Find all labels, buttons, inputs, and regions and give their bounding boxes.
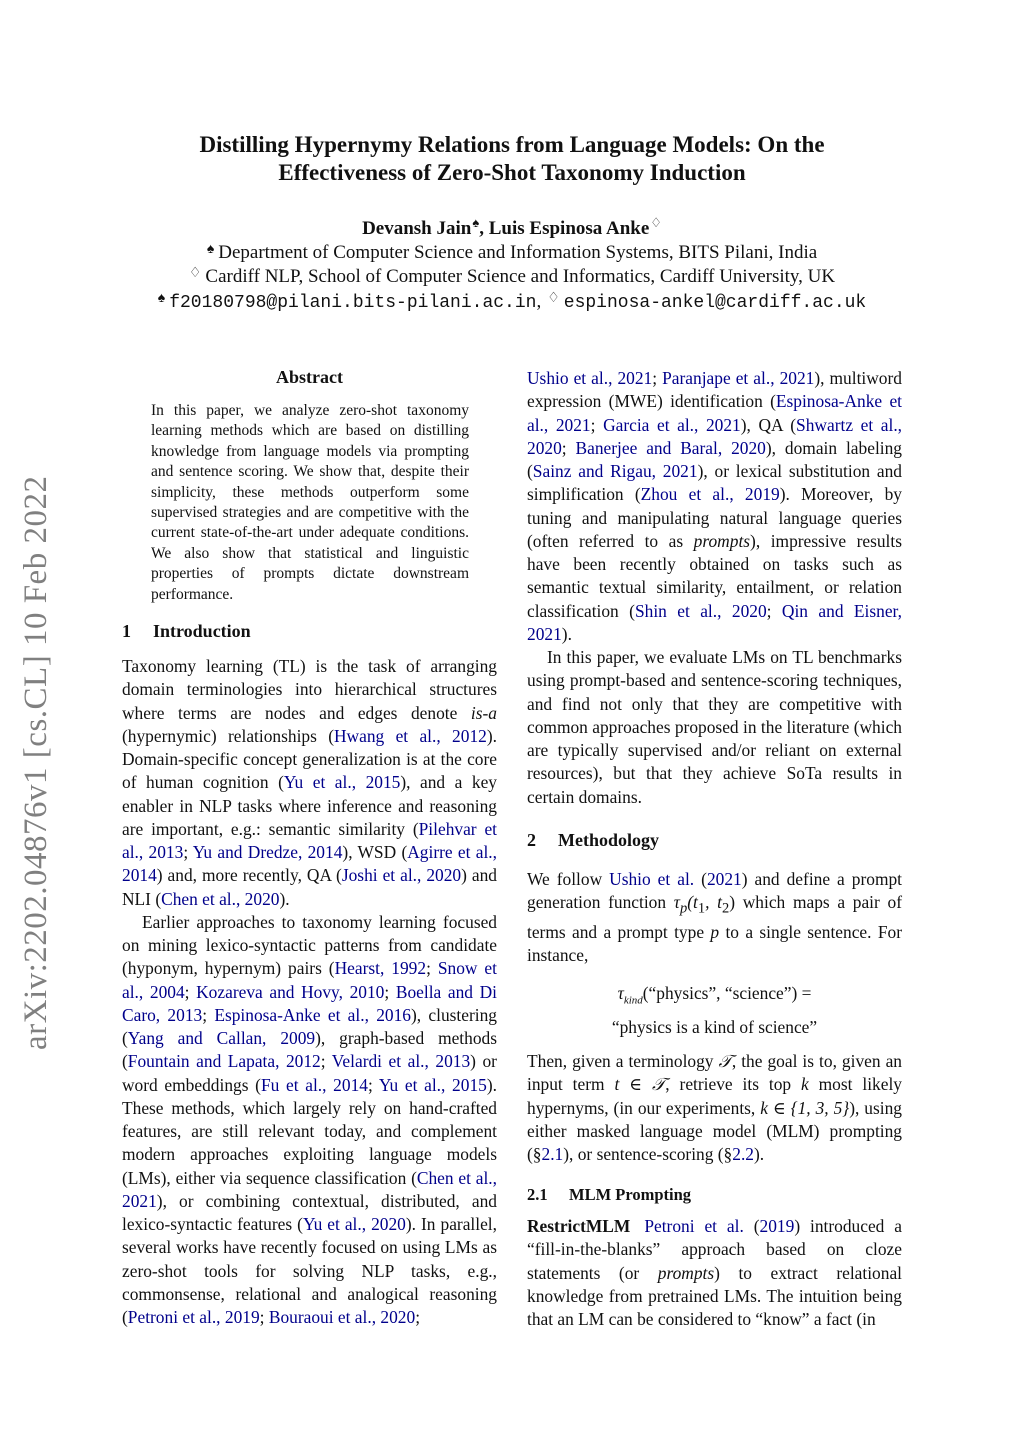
citation-link[interactable]: Qin and Eisner, 2021: [527, 600, 902, 644]
title-line-1: Distilling Hypernymy Relations from Language Models: On the: [199, 132, 825, 157]
citation-link[interactable]: Yang and Callan, 2009: [127, 1028, 316, 1048]
citation-link[interactable]: Joshi et al., 2020: [341, 865, 462, 886]
text: Earlier approaches to taxonomy learning focused on mining lexico-syntactic patterns from candidate (hyponym, hypernym) pairs (: [122, 911, 497, 979]
math: p: [710, 921, 720, 942]
paragraph-lead: RestrictMLM: [527, 1216, 631, 1236]
text: ) to extract relational knowledge from pretrained LMs. The intuition being that an LM can be considered to “know” a fact (in: [527, 1262, 902, 1329]
section-heading-methodology: [527, 830, 659, 851]
section-title: MLM Prompting: [569, 1185, 692, 1204]
text: ), clustering (: [122, 1004, 497, 1048]
citation-link[interactable]: Shwartz et al., 2020: [527, 414, 903, 458]
text: ;: [367, 1074, 379, 1095]
citation-link[interactable]: Fu et al., 2014: [260, 1074, 368, 1095]
email-address[interactable]: f20180798@pilani.bits-pilani.ac.in: [169, 293, 537, 313]
citation-link[interactable]: Yu et al., 2015: [378, 1074, 487, 1095]
text: ).: [561, 623, 572, 644]
section-title: Methodology: [558, 830, 659, 850]
text: which maps a pair of terms and a prompt type: [527, 892, 902, 942]
math: k: [801, 1074, 809, 1095]
text: ), graph-based methods (: [122, 1028, 497, 1072]
text-italic: is-a: [470, 702, 497, 723]
math: (t: [687, 892, 698, 913]
text: ;: [415, 1307, 421, 1327]
prompt-equation: [527, 980, 902, 1041]
text: ), impressive results have been recently obtained on tasks such as semantic textual similarity, entailment, or relation classification (: [527, 530, 902, 621]
citation-link[interactable]: Hwang et al., 2012: [334, 725, 487, 746]
text: ;: [384, 981, 396, 1002]
affiliation-bits: [80, 242, 944, 264]
math: t ∈ 𝒯: [614, 1074, 666, 1095]
text: ), and a key enabler in NLP tasks where inference and reasoning are important, e.g.: semantic similarity (: [122, 772, 498, 839]
author-list: [80, 215, 944, 240]
text: ;: [184, 981, 197, 1002]
text: ), multiword expression (MWE) identification (: [527, 368, 902, 412]
text: ), WSD (: [342, 842, 408, 862]
paragraph: [527, 1215, 902, 1331]
citation-link[interactable]: Sainz and Rigau, 2021: [532, 461, 698, 481]
math-subscript: kind: [623, 994, 643, 1007]
introduction-text: [122, 655, 497, 1329]
text: ) and define a prompt generation function: [527, 869, 903, 913]
math: ): [729, 892, 736, 913]
author-name: Devansh Jain: [362, 218, 472, 239]
citation-link[interactable]: 2019: [759, 1216, 795, 1236]
text: (: [694, 869, 707, 889]
citation-link[interactable]: Paranjape et al., 2021: [662, 368, 815, 388]
author-emails: [80, 291, 944, 313]
citation-link[interactable]: Bouraoui et al., 2020: [268, 1307, 416, 1327]
text: , the goal is to, given an input term: [527, 1051, 902, 1095]
text: We follow: [527, 869, 610, 889]
section-ref-link[interactable]: 2.2: [732, 1144, 755, 1164]
email-address[interactable]: espinosa-ankel@cardiff.ac.uk: [563, 293, 867, 313]
text: Taxonomy learning (TL) is the task of arranging domain terminologies into hierarchical structures where terms are nodes and edges denote: [122, 656, 497, 723]
email-separator: ,: [536, 291, 542, 312]
citation-link[interactable]: Ushio et al., 2021: [527, 368, 653, 388]
equation-line-1: [527, 980, 902, 1014]
text: most likely hypernyms, (in our experiments,: [527, 1074, 902, 1118]
equation-line-2: “physics is a kind of science”: [611, 1017, 818, 1038]
text: ;: [202, 1004, 215, 1025]
paper-title: [100, 131, 924, 187]
citation-link[interactable]: Petroni et al., 2019: [127, 1307, 260, 1327]
text: Then, given a terminology: [527, 1051, 719, 1071]
text: ), using either masked language model (MLM) prompting (§: [527, 1097, 902, 1164]
text: ;: [320, 1051, 332, 1072]
citation-link[interactable]: Espinosa-Anke et al., 2021: [527, 391, 903, 435]
text: ). Domain-specific concept generalization is at the core of human cognition (: [122, 725, 497, 793]
citation-link[interactable]: Yu and Dredze, 2014: [192, 842, 343, 862]
citation-link[interactable]: 2021: [706, 869, 742, 889]
math: , t: [705, 892, 722, 913]
math: k ∈ {1, 3, 5}: [760, 1097, 850, 1118]
spade-icon: ♠: [157, 291, 166, 306]
text: ). Moreover, by tuning and manipulating natural language queries (often referred to as: [527, 484, 902, 551]
section-ref-link[interactable]: 2.1: [541, 1144, 564, 1164]
citation-link[interactable]: Yu et al., 2020: [302, 1214, 406, 1234]
citation-link[interactable]: Boella and Di Caro, 2013: [122, 981, 498, 1025]
methodology-text: [527, 868, 902, 967]
spade-icon: ♠: [206, 242, 215, 257]
citation-link[interactable]: Velardi et al., 2013: [331, 1051, 471, 1072]
methodology-text-continued: [527, 1050, 902, 1166]
text: ), or combining contextual, distributed, and lexico-syntactic features (: [122, 1190, 497, 1234]
paragraph: [527, 1050, 902, 1166]
text: (: [743, 1216, 760, 1236]
text: ). These methods, which largely rely on hand-crafted features, are still relevant today, and complement modern approaches exploiting language models (LMs), either via sequence classification (: [122, 1074, 497, 1188]
text: ).: [279, 888, 290, 909]
paragraph: [527, 367, 902, 646]
paragraph: [122, 911, 497, 1330]
math-subscript: p: [679, 900, 688, 917]
math-subscript: 2: [722, 900, 730, 917]
section-number: 2: [527, 830, 536, 850]
citation-link[interactable]: Garcia et al., 2021: [603, 414, 741, 435]
citation-link[interactable]: Chen et al., 2020: [161, 888, 280, 909]
citation-link[interactable]: Espinosa-Anke et al., 2016: [214, 1004, 411, 1025]
author-separator: ,: [479, 218, 489, 239]
text: ;: [426, 958, 438, 979]
citation-link[interactable]: Ushio et al.: [609, 869, 695, 889]
text: ), domain labeling (: [527, 437, 902, 481]
citation-link[interactable]: Shin et al., 2020: [634, 600, 767, 621]
citation-link[interactable]: Banerjee and Baral, 2020: [575, 437, 766, 458]
section-number: 1: [122, 621, 131, 641]
text-italic: prompts: [657, 1262, 715, 1283]
paragraph: [527, 868, 902, 967]
text-italic: prompts: [693, 530, 751, 551]
paragraph: In this paper, we evaluate LMs on TL benchmarks using prompt-based and sentence-scoring techniques, and find not only that they are competitive with common approaches proposed in the literature (which are typically supervised and/or reliant on external resources), but that they achieve SoTa results in certain domains.: [527, 647, 902, 807]
subsection-heading-mlm-prompting: [527, 1185, 691, 1205]
citation-link[interactable]: Fountain and Lapata, 2012: [127, 1051, 321, 1072]
text: ), or lexical substitution and simplification (: [527, 461, 902, 505]
diamond-icon: ♢: [650, 215, 662, 230]
mlm-prompting-text: [527, 1215, 902, 1331]
author-name: Luis Espinosa Anke: [488, 218, 650, 239]
section-heading-introduction: [122, 621, 251, 642]
math: τ: [617, 983, 624, 1003]
citation-link[interactable]: Chen et al., 2021: [122, 1167, 497, 1211]
text: ).: [754, 1144, 765, 1164]
text: ) introduced a “fill-in-the-blanks” approach based on cloze statements (or: [527, 1216, 902, 1283]
text: ), QA (: [740, 414, 797, 435]
abstract-body: In this paper, we analyze zero-shot taxonomy learning methods which are based on distilling knowledge from language models via prompting and sentence scoring. We show that, despite their simplicity, these methods outperform some supervised strategies and are competitive with the current state-of-the-art under adequate conditions. We also show that statistical and linguistic properties of prompts dictate downstream performance.: [151, 402, 469, 603]
citation-link[interactable]: Snow et al., 2004: [122, 958, 497, 1002]
text: ;: [766, 600, 782, 621]
math: τ: [673, 892, 680, 913]
citation-link[interactable]: Hearst, 1992: [334, 958, 427, 979]
section-number: 2.1: [527, 1185, 548, 1204]
text: ;: [259, 1307, 269, 1327]
citation-link[interactable]: Yu et al., 2015: [283, 772, 401, 793]
text: ). In parallel, several works have recently focused on using LMs as zero-shot tools for solving NLP tasks, e.g., commonsense, relational and analogical reasoning (: [122, 1214, 497, 1327]
affiliation-text: Department of Computer Science and Information Systems, BITS Pilani, India: [218, 242, 818, 263]
math: 𝒯: [718, 1051, 732, 1071]
abstract-heading: Abstract: [276, 367, 343, 387]
citation-link[interactable]: Kozareva and Hovy, 2010: [196, 981, 385, 1002]
introduction-continued-text: [527, 367, 902, 809]
citation-link[interactable]: Pilehvar et al., 2013: [122, 818, 497, 862]
text: ;: [561, 437, 576, 458]
text: ;: [590, 414, 604, 435]
diamond-icon: ♢: [188, 266, 202, 281]
citation-link[interactable]: Petroni et al.: [644, 1216, 744, 1236]
diamond-icon: ♢: [547, 291, 560, 306]
text: ;: [652, 368, 663, 388]
spade-icon: ♠: [472, 215, 480, 230]
citation-link[interactable]: Agirre et al., 2014: [122, 842, 497, 886]
text: , retrieve its top: [665, 1074, 802, 1095]
title-line-2: Effectiveness of Zero-Shot Taxonomy Induction: [278, 160, 746, 185]
math-subscript: 1: [697, 900, 706, 917]
affiliation-text: Cardiff NLP, School of Computer Science and Informatics, Cardiff University, UK: [205, 266, 836, 287]
text: ) and, more recently, QA (: [156, 865, 342, 886]
text: ) or word embeddings (: [122, 1051, 497, 1095]
affiliation-cardiff: [80, 266, 944, 288]
section-title: Introduction: [153, 621, 251, 641]
arxiv-identifier: arXiv:2202.04876v1 [cs.CL] 10 Feb 2022: [18, 475, 54, 1050]
text: ), or sentence-scoring (§: [563, 1144, 733, 1164]
text: ;: [183, 842, 193, 862]
citation-link[interactable]: Zhou et al., 2019: [640, 484, 780, 505]
paragraph: [122, 655, 497, 911]
text: (hypernymic) relationships (: [122, 725, 334, 746]
text: to a single sentence. For instance,: [527, 921, 902, 966]
text: ) and NLI (: [122, 865, 498, 909]
text: (“physics”, “science”) =: [642, 983, 812, 1003]
